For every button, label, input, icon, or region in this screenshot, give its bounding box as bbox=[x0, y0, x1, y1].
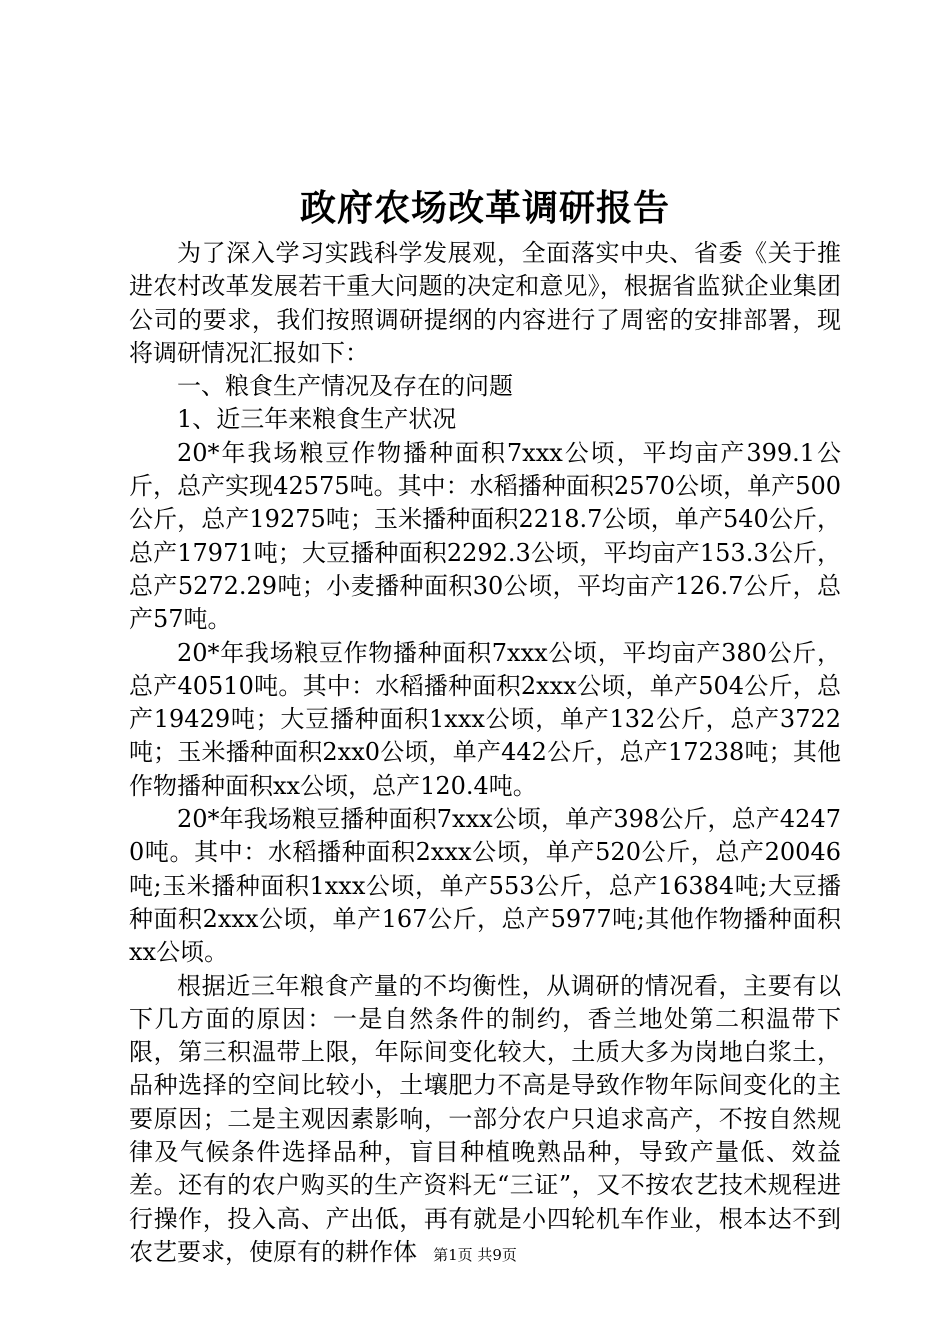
body-paragraph: 根据近三年粮食产量的不均衡性，从调研的情况看，主要有以下几方面的原因：一是自然条件的制约，香兰地处第二积温带下限，第三积温带上限，年际间变化较大，土质大多为岗地白浆土，品种选择的空间比较小，土壤肥力不高是导致作物年际间变化的主要原因；二是主观因素影响，一部分农户只追求高产，不按自然规律及气候条件选择品种，盲目种植晚熟品种，导致产量低、效益差。还有的农户购买的生产资料无“三证”，又不按农艺技术规程进行操作，投入高、产出低，再有就是小四轮机车作业，根本达不到农艺要求，使原有的耕作体 bbox=[129, 971, 841, 1266]
body-paragraph: 20*年我场粮豆作物播种面积7xxx公顷，平均亩产380公斤，总产40510吨。其中：水稻播种面积2xxx公顷，单产504公斤，总产19429吨；大豆播种面积1xxx公顷，单产132公斤，总产3722吨；玉米播种面积2xx0公顷，单产442公斤，总产17238吨；其他作物播种面积xx公顷，总产120.4吨。 bbox=[129, 638, 841, 800]
page-number: 第1页 共9页 bbox=[433, 1246, 517, 1264]
intro-paragraph: 为了深入学习实践科学发展观，全面落实中央、省委《关于推进农村改革发展若干重大问题的决定和意见》，根据省监狱企业集团公司的要求，我们按照调研提纲的内容进行了周密的安排部署，现将调研情况汇报如下： bbox=[129, 239, 841, 367]
section-heading: 一、粮食生产情况及存在的问题 bbox=[177, 372, 513, 401]
document-body bbox=[129, 185, 841, 1269]
subsection-heading: 1、近三年来粮食生产状况 bbox=[177, 405, 457, 434]
body-paragraph: 20*年我场粮豆作物播种面积7xxx公顷，平均亩产399.1公斤，总产实现42575吨。其中：水稻播种面积2570公顷，单产500公斤，总产19275吨；玉米播种面积2218.7公顷，单产540公斤，总产17971吨；大豆播种面积2292.3公顷，平均亩产153.3公斤，总产5272.29吨；小麦播种面积30公顷，平均亩产126.7公斤，总产57吨。 bbox=[129, 438, 841, 634]
document-title: 政府农场改革调研报告 bbox=[299, 187, 670, 229]
body-paragraph: 20*年我场粮豆播种面积7xxx公顷，单产398公斤，总产42470吨。其中：水稻播种面积2xxx公顷，单产520公斤，总产20046吨;玉米播种面积1xxx公顷，单产553公斤，总产16384吨;大豆播种面积2xxx公顷，单产167公斤，总产5977吨;其他作物播种面积xx公顷。 bbox=[129, 805, 841, 967]
